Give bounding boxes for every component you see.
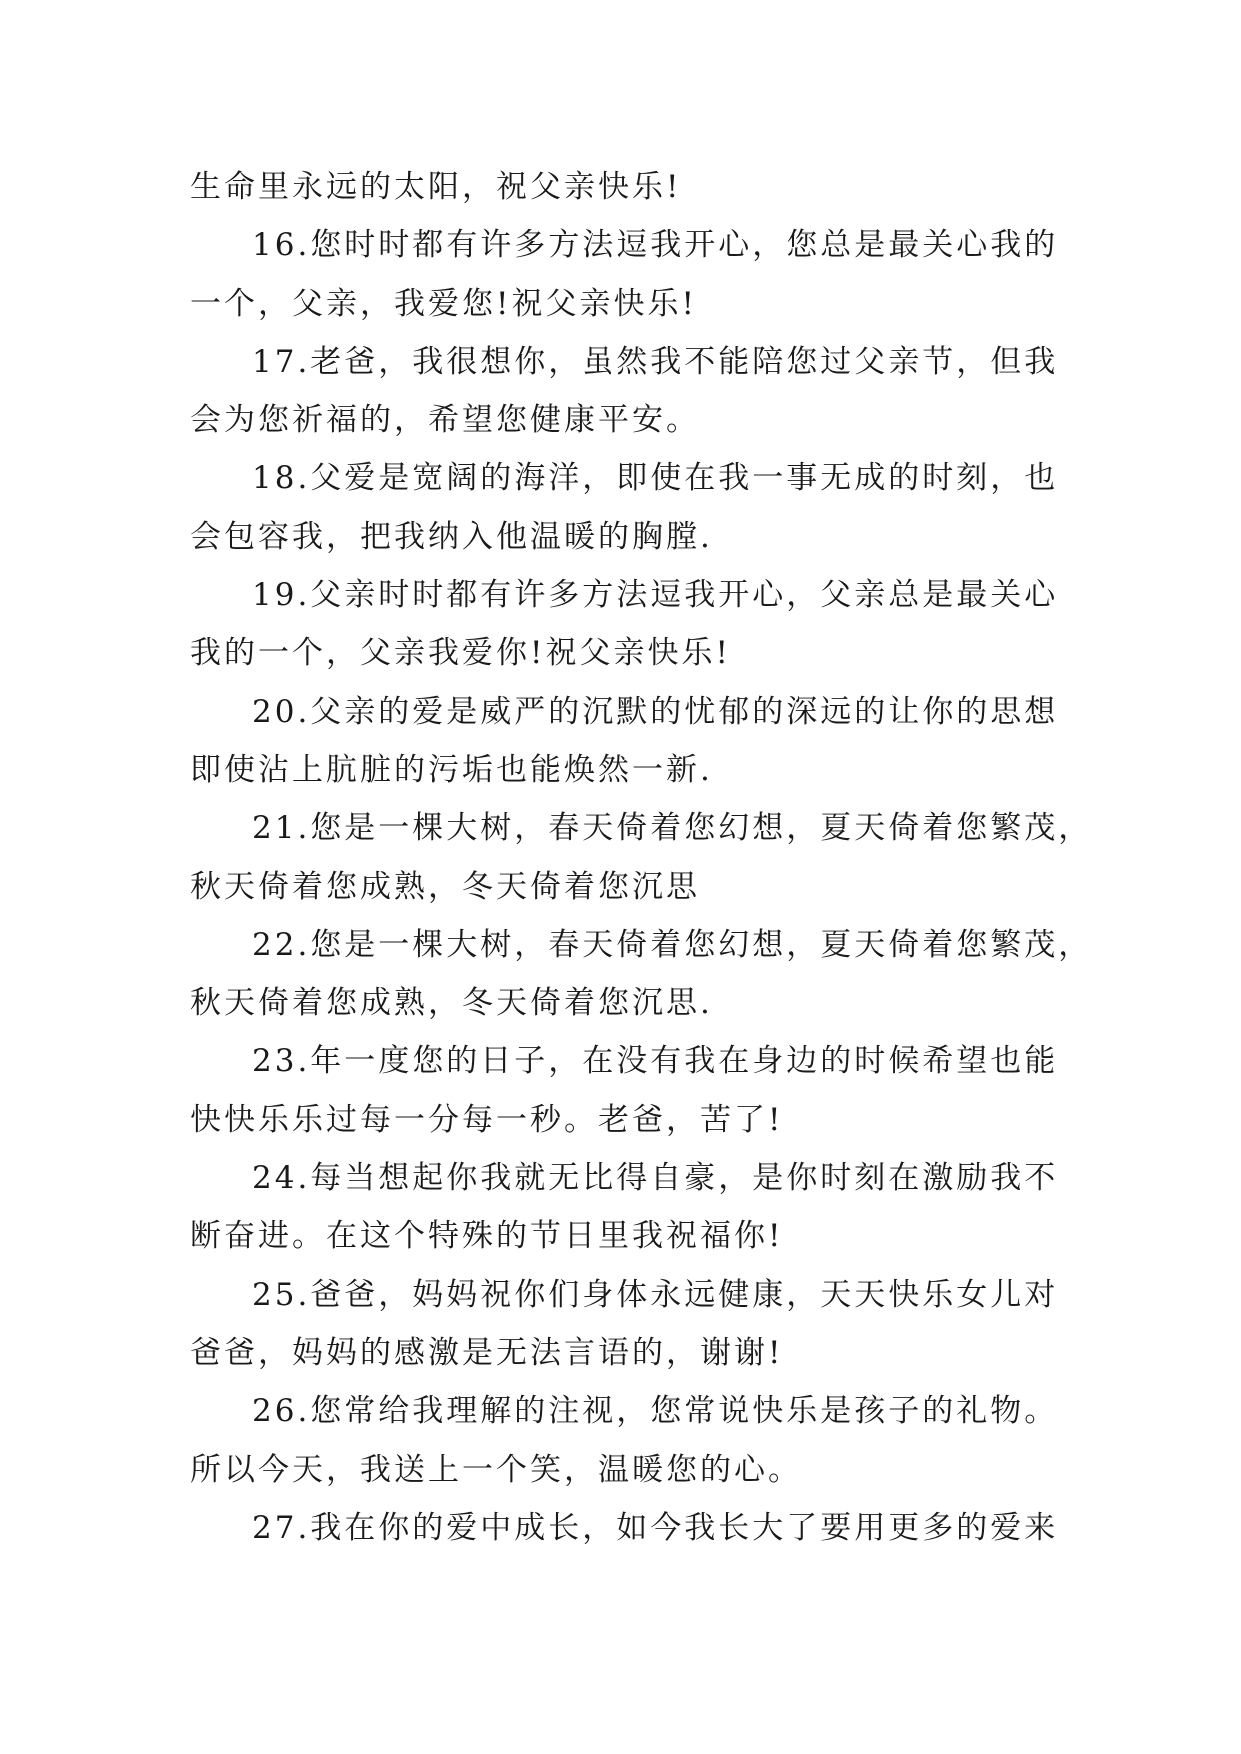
text-line: 断奋进。在这个特殊的节日里我祝福你! — [190, 1218, 784, 1255]
text-line: 所以今天，我送上一个笑，温暖您的心。 — [190, 1451, 802, 1488]
text-line: 会为您祈福的，希望您健康平安。 — [190, 402, 700, 439]
text-line: 一个，父亲，我爱您!祝父亲快乐! — [190, 285, 697, 322]
text-line: 会包容我，把我纳入他温暖的胸膛. — [190, 518, 713, 555]
text-line: 22.您是一棵大树，春天倚着您幻想，夏天倚着您繁茂， — [252, 926, 1093, 963]
text-line: 23.年一度您的日子，在没有我在身边的时候希望也能 — [252, 1043, 1059, 1080]
text-line: 21.您是一棵大树，春天倚着您幻想，夏天倚着您繁茂， — [252, 810, 1093, 847]
text-line: 26.您常给我理解的注视，您常说快乐是孩子的礼物。 — [252, 1393, 1059, 1430]
text-line: 秋天倚着您成熟，冬天倚着您沉思. — [190, 985, 713, 1022]
text-line: 25.爸爸，妈妈祝你们身体永远健康，天天快乐女儿对 — [252, 1276, 1059, 1313]
text-line: 即使沾上肮脏的污垢也能焕然一新. — [190, 751, 713, 788]
text-line: 生命里永远的太阳，祝父亲快乐! — [190, 169, 682, 205]
text-line: 18.父爱是宽阔的海洋，即使在我一事无成的时刻，也 — [252, 460, 1059, 497]
text-line: 19.父亲时时都有许多方法逗我开心，父亲总是最关心 — [252, 577, 1059, 614]
text-line: 27.我在你的爱中成长，如今我长大了要用更多的爱来 — [252, 1509, 1059, 1546]
text-line: 17.老爸，我很想你，虽然我不能陪您过父亲节，但我 — [252, 343, 1059, 380]
document-body — [190, 158, 1093, 1557]
text-line: 爸爸，妈妈的感激是无法言语的，谢谢! — [190, 1334, 784, 1371]
text-line: 20.父亲的爱是威严的沉默的忧郁的深远的让你的思想 — [252, 693, 1059, 730]
text-line: 24.每当想起你我就无比得自豪，是你时刻在激励我不 — [252, 1160, 1059, 1197]
text-line: 快快乐乐过每一分每一秒。老爸，苦了! — [190, 1101, 784, 1138]
text-line: 我的一个，父亲我爱你!祝父亲快乐! — [190, 635, 731, 672]
text-line: 秋天倚着您成熟，冬天倚着您沉思 — [190, 868, 700, 905]
text-line: 16.您时时都有许多方法逗我开心，您总是最关心我的 — [252, 227, 1059, 264]
